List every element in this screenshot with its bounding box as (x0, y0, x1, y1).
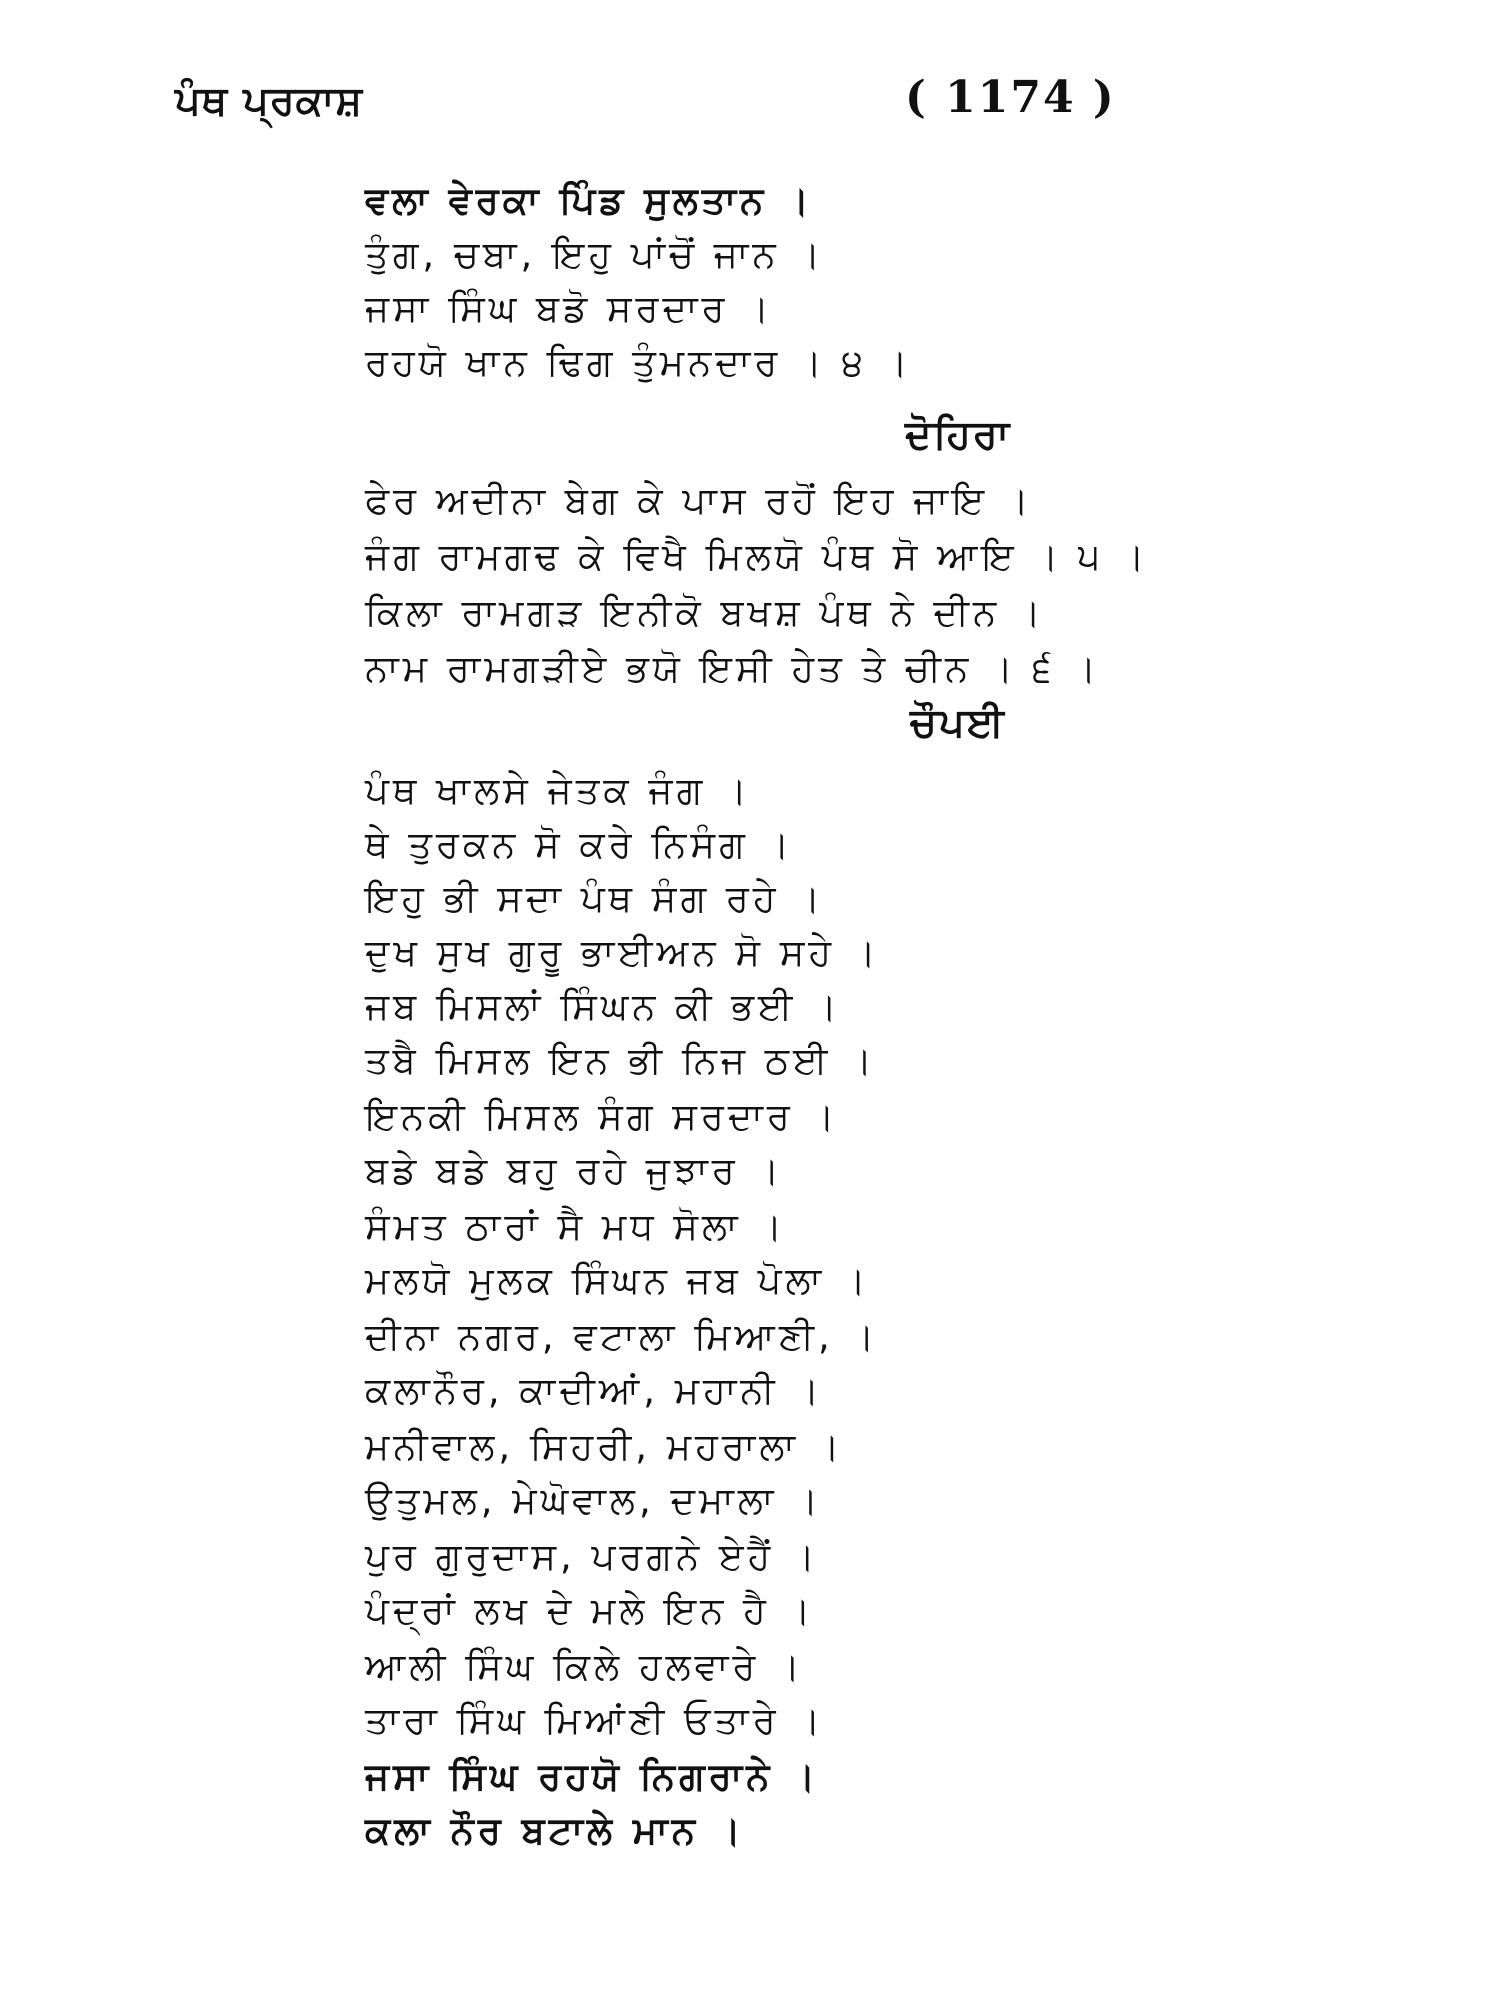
verse-line: ਤਾਰਾ ਸਿੰਘ ਮਿਆਂਣੀ ਓਤਾਰੇ । (365, 1699, 825, 1742)
verse-line: ਇਹੁ ਭੀ ਸਦਾ ਪੰਥ ਸੰਗ ਰਹੇ । (365, 877, 825, 920)
verse-line: ਆਲੀ ਸਿੰਘ ਕਿਲੇ ਹਲਵਾਰੇ । (365, 1645, 805, 1688)
verse-line: ਤੁੰਗ, ਚਬਾ, ਇਹੁ ਪਾਂਚੋਂ ਜਾਨ । (365, 233, 825, 276)
section-heading-dohira: ਦੋਹਿਰਾ (905, 412, 1012, 458)
verse-line: ਰਹਯੋ ਖਾਨ ਢਿਗ ਤੁੰਮਨਦਾਰ । ੪ । (365, 341, 912, 384)
verse-line: ਨਾਮ ਰਾਮਗੜੀਏ ਭਯੋ ਇਸੀ ਹੇਤ ਤੇ ਚੀਨ । ੬ । (365, 647, 1101, 690)
section-heading-chaupai: ਚੌਪਈ (910, 700, 1006, 746)
verse-line: ਪੰਦ੍ਰਾਂ ਲਖ ਦੇ ਮਲੇ ਇਨ ਹੈ । (365, 1589, 815, 1632)
verse-line: ਜੰਗ ਰਾਮਗਢ ਕੇ ਵਿਖੈ ਮਿਲਯੋ ਪੰਥ ਸੋ ਆਇ । ੫ । (365, 535, 1149, 578)
verse-line: ਸੰਮਤ ਠਾਰਾਂ ਸੈ ਮਧ ਸੋਲਾ । (365, 1205, 787, 1248)
verse-line: ਪੁਰ ਗੁਰੁਦਾਸ, ਪਰਗਨੇ ਏਹੈਂ । (365, 1535, 819, 1578)
verse-line: ਦੁਖ ਸੁਖ ਗੁਰੂ ਭਾਈਅਨ ਸੋ ਸਹੇ । (365, 931, 880, 974)
verse-line: ਇਨਕੀ ਮਿਸਲ ਸੰਗ ਸਰਦਾਰ । (365, 1095, 839, 1138)
verse-line: ਕਲਾਨੌਰ, ਕਾਦੀਆਂ, ਮਹਾਨੀ । (365, 1369, 824, 1412)
verse-line: ਜਸਾ ਸਿੰਘ ਬਡੋ ਸਰਦਾਰ । (365, 287, 774, 330)
verse-line: ਫੇਰ ਅਦੀਨਾ ਬੇਗ ਕੇ ਪਾਸ ਰਹੋਂ ਇਹ ਜਾਇ । (365, 479, 1033, 522)
verse-line: ਦੀਨਾ ਨਗਰ, ਵਟਾਲਾ ਮਿਆਣੀ, । (365, 1315, 879, 1358)
verse-line: ਪੰਥ ਖਾਲਸੇ ਜੇਤਕ ਜੰਗ । (365, 769, 751, 812)
verse-line: ਜਬ ਮਿਸਲਾਂ ਸਿੰਘਨ ਕੀ ਭਈ । (365, 985, 841, 1028)
running-head: ਪੰਥ ਪ੍ਰਕਾਸ਼ (175, 78, 364, 124)
verse-line: ਮਨੀਵਾਲ, ਸਿਹਰੀ, ਮਹਰਾਲਾ । (365, 1425, 844, 1468)
verse-line: ਕਲਾ ਨੌਰ ਬਟਾਲੇ ਮਾਨ । (365, 1809, 745, 1852)
verse-line: ਮਲਯੋ ਮੁਲਕ ਸਿੰਘਨ ਜਬ ਪੋਲਾ । (365, 1259, 870, 1302)
verse-line: ਵਲਾ ਵੇਰਕਾ ਪਿੰਡ ਸੁਲਤਾਨ । (365, 179, 814, 222)
verse-line: ਥੇ ਤੁਰਕਨ ਸੋ ਕਰੇ ਨਿਸੰਗ । (365, 823, 794, 866)
verse-line: ਜਸਾ ਸਿੰਘ ਰਹਯੋ ਨਿਗਰਾਨੇ । (365, 1755, 820, 1798)
page-number: ( 1174 ) (905, 72, 1116, 123)
verse-line: ਉਤੁਮਲ, ਮੇਘੋਵਾਲ, ਦਮਾਲਾ । (365, 1479, 823, 1522)
verse-line: ਤਬੈ ਮਿਸਲ ਇਨ ਭੀ ਨਿਜ ਠਈ । (365, 1039, 877, 1082)
verse-line: ਬਡੇ ਬਡੇ ਬਹੁ ਰਹੇ ਜੁਝਾਰ । (365, 1149, 784, 1192)
verse-line: ਕਿਲਾ ਰਾਮਗੜ ਇਨੀਕੋ ਬਖਸ਼ ਪੰਥ ਨੇ ਦੀਨ । (365, 591, 1045, 634)
